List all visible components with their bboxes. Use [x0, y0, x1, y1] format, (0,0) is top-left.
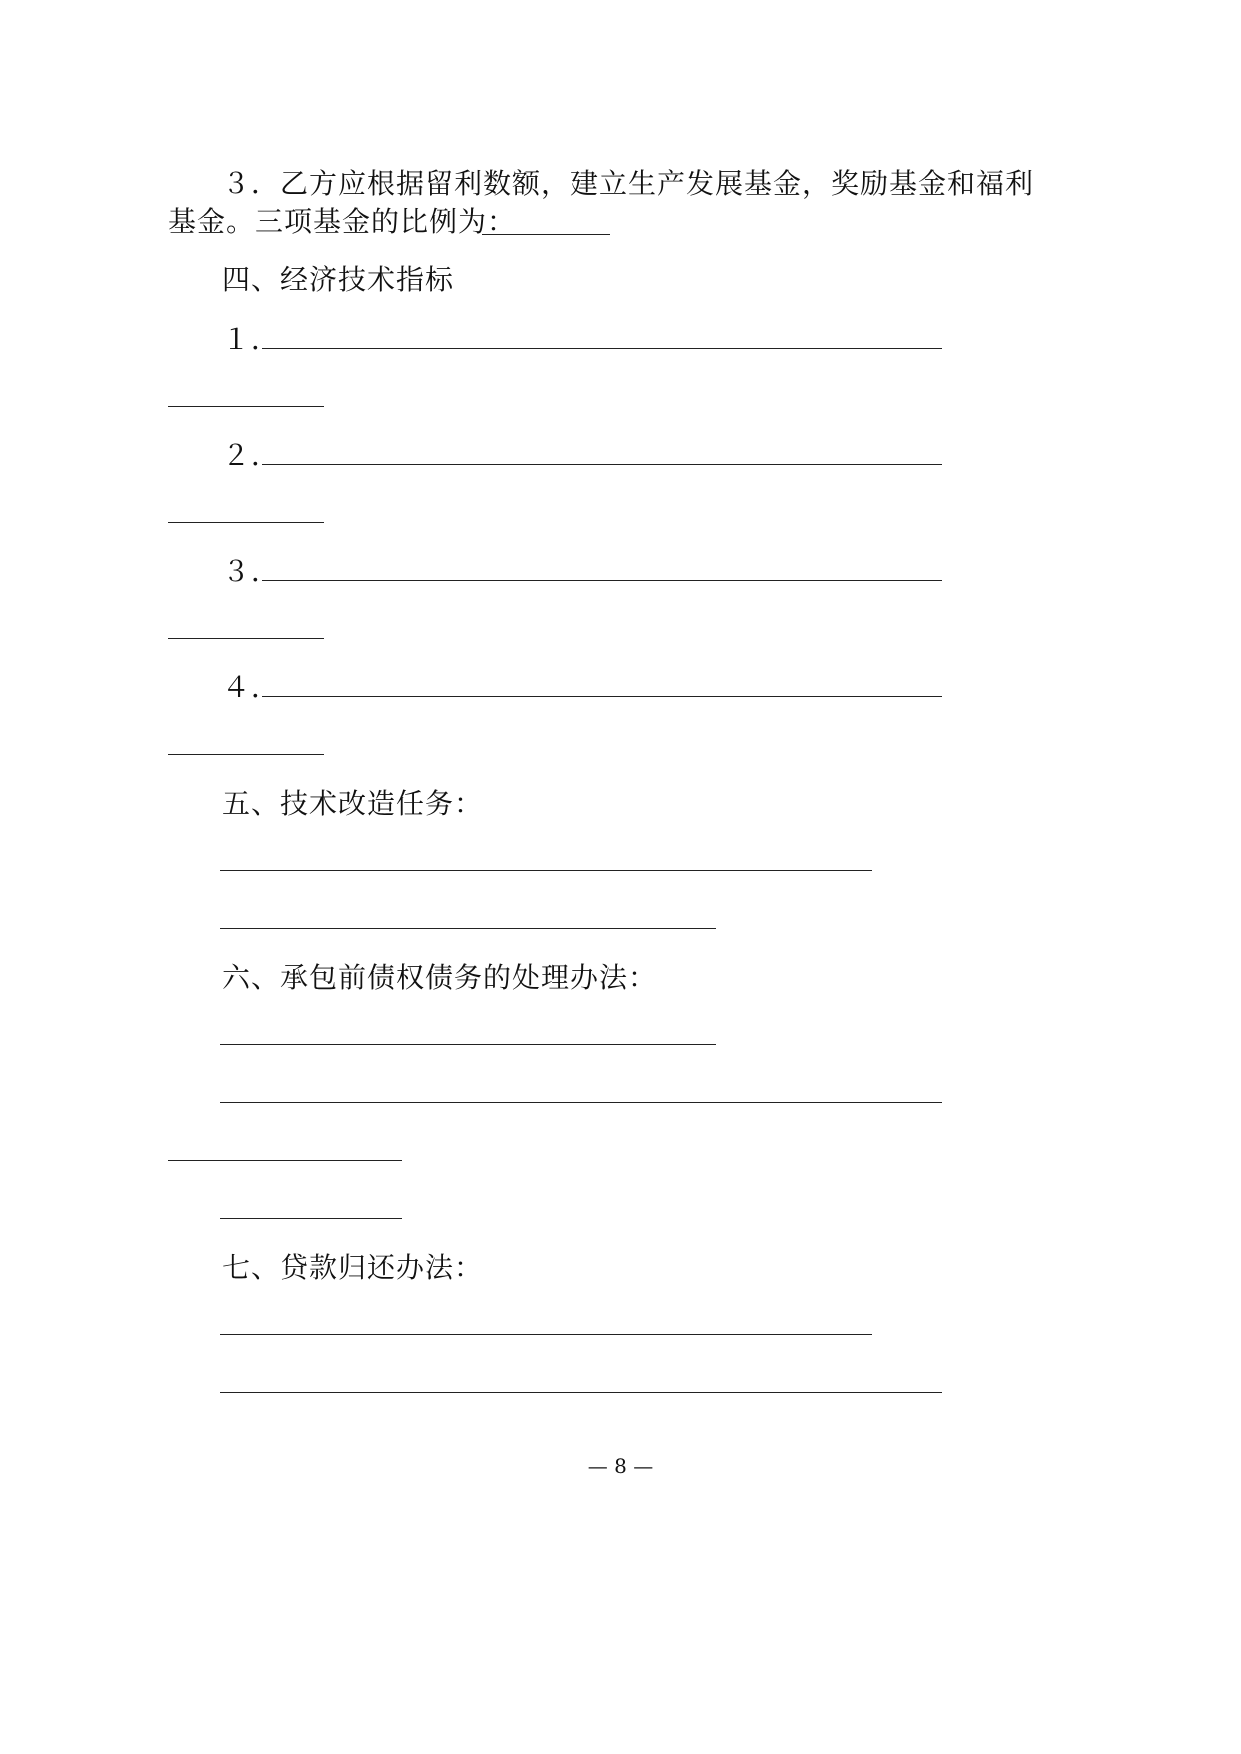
paragraph-3-line-2	[0, 200, 1241, 244]
section-6-blank-line-1	[0, 1014, 1241, 1058]
section-7-heading-line	[0, 1246, 1241, 1290]
indicator-blank-2b	[168, 522, 324, 523]
indicator-item-2-continuation	[0, 492, 1241, 536]
indicator-item-3-continuation	[0, 608, 1241, 652]
indicator-item-1-continuation	[0, 376, 1241, 420]
section-7-heading: 七、贷款归还办法：	[222, 1251, 484, 1284]
section-5-blank-line-1	[0, 840, 1241, 884]
debt-handling-blank-3	[168, 1160, 402, 1161]
debt-handling-blank-4	[220, 1218, 402, 1219]
section-6-blank-line-2	[0, 1072, 1241, 1116]
indicator-blank-1b	[168, 406, 324, 407]
indicator-item-2	[0, 434, 1241, 478]
section-5-blank-line-2	[0, 898, 1241, 942]
indicator-item-3	[0, 550, 1241, 594]
section-4-heading: 四、经济技术指标	[222, 263, 455, 296]
section-5-heading: 五、技术改造任务：	[222, 787, 484, 820]
indicator-number-4: ４．	[222, 671, 281, 704]
section-5-heading-line	[0, 782, 1241, 826]
debt-handling-blank-1	[220, 1044, 716, 1045]
indicator-item-1	[0, 318, 1241, 362]
indicator-blank-3b	[168, 638, 324, 639]
page-number: — 8 —	[587, 1454, 654, 1478]
section-6-heading: 六、承包前债权债务的处理办法：	[222, 961, 658, 994]
loan-repayment-blank-1	[220, 1334, 872, 1335]
paragraph-3-text-2: 基金。三项基金的比例为：	[168, 205, 517, 238]
indicator-blank-2a	[262, 464, 942, 465]
section-4-heading-line	[0, 258, 1241, 302]
indicator-number-2: ２．	[222, 439, 281, 472]
ratio-blank	[482, 234, 610, 235]
section-7-blank-line-1	[0, 1304, 1241, 1348]
tech-upgrade-blank-2	[220, 928, 716, 929]
indicator-item-4-continuation	[0, 724, 1241, 768]
section-7-blank-line-2	[0, 1362, 1241, 1406]
indicator-number-1: １．	[222, 323, 281, 356]
tech-upgrade-blank-1	[220, 870, 872, 871]
paragraph-3-text-1: ３．乙方应根据留利数额，建立生产发展基金，奖励基金和福利	[222, 167, 1035, 200]
indicator-blank-3a	[262, 580, 942, 581]
indicator-blank-1a	[262, 348, 942, 349]
indicator-blank-4b	[168, 754, 324, 755]
indicator-number-3: ３．	[222, 555, 281, 588]
section-6-blank-line-4	[0, 1188, 1241, 1232]
section-6-heading-line	[0, 956, 1241, 1000]
indicator-item-4	[0, 666, 1241, 710]
section-6-blank-line-3	[0, 1130, 1241, 1174]
loan-repayment-blank-2	[220, 1392, 942, 1393]
indicator-blank-4a	[262, 696, 942, 697]
debt-handling-blank-2	[220, 1102, 942, 1103]
